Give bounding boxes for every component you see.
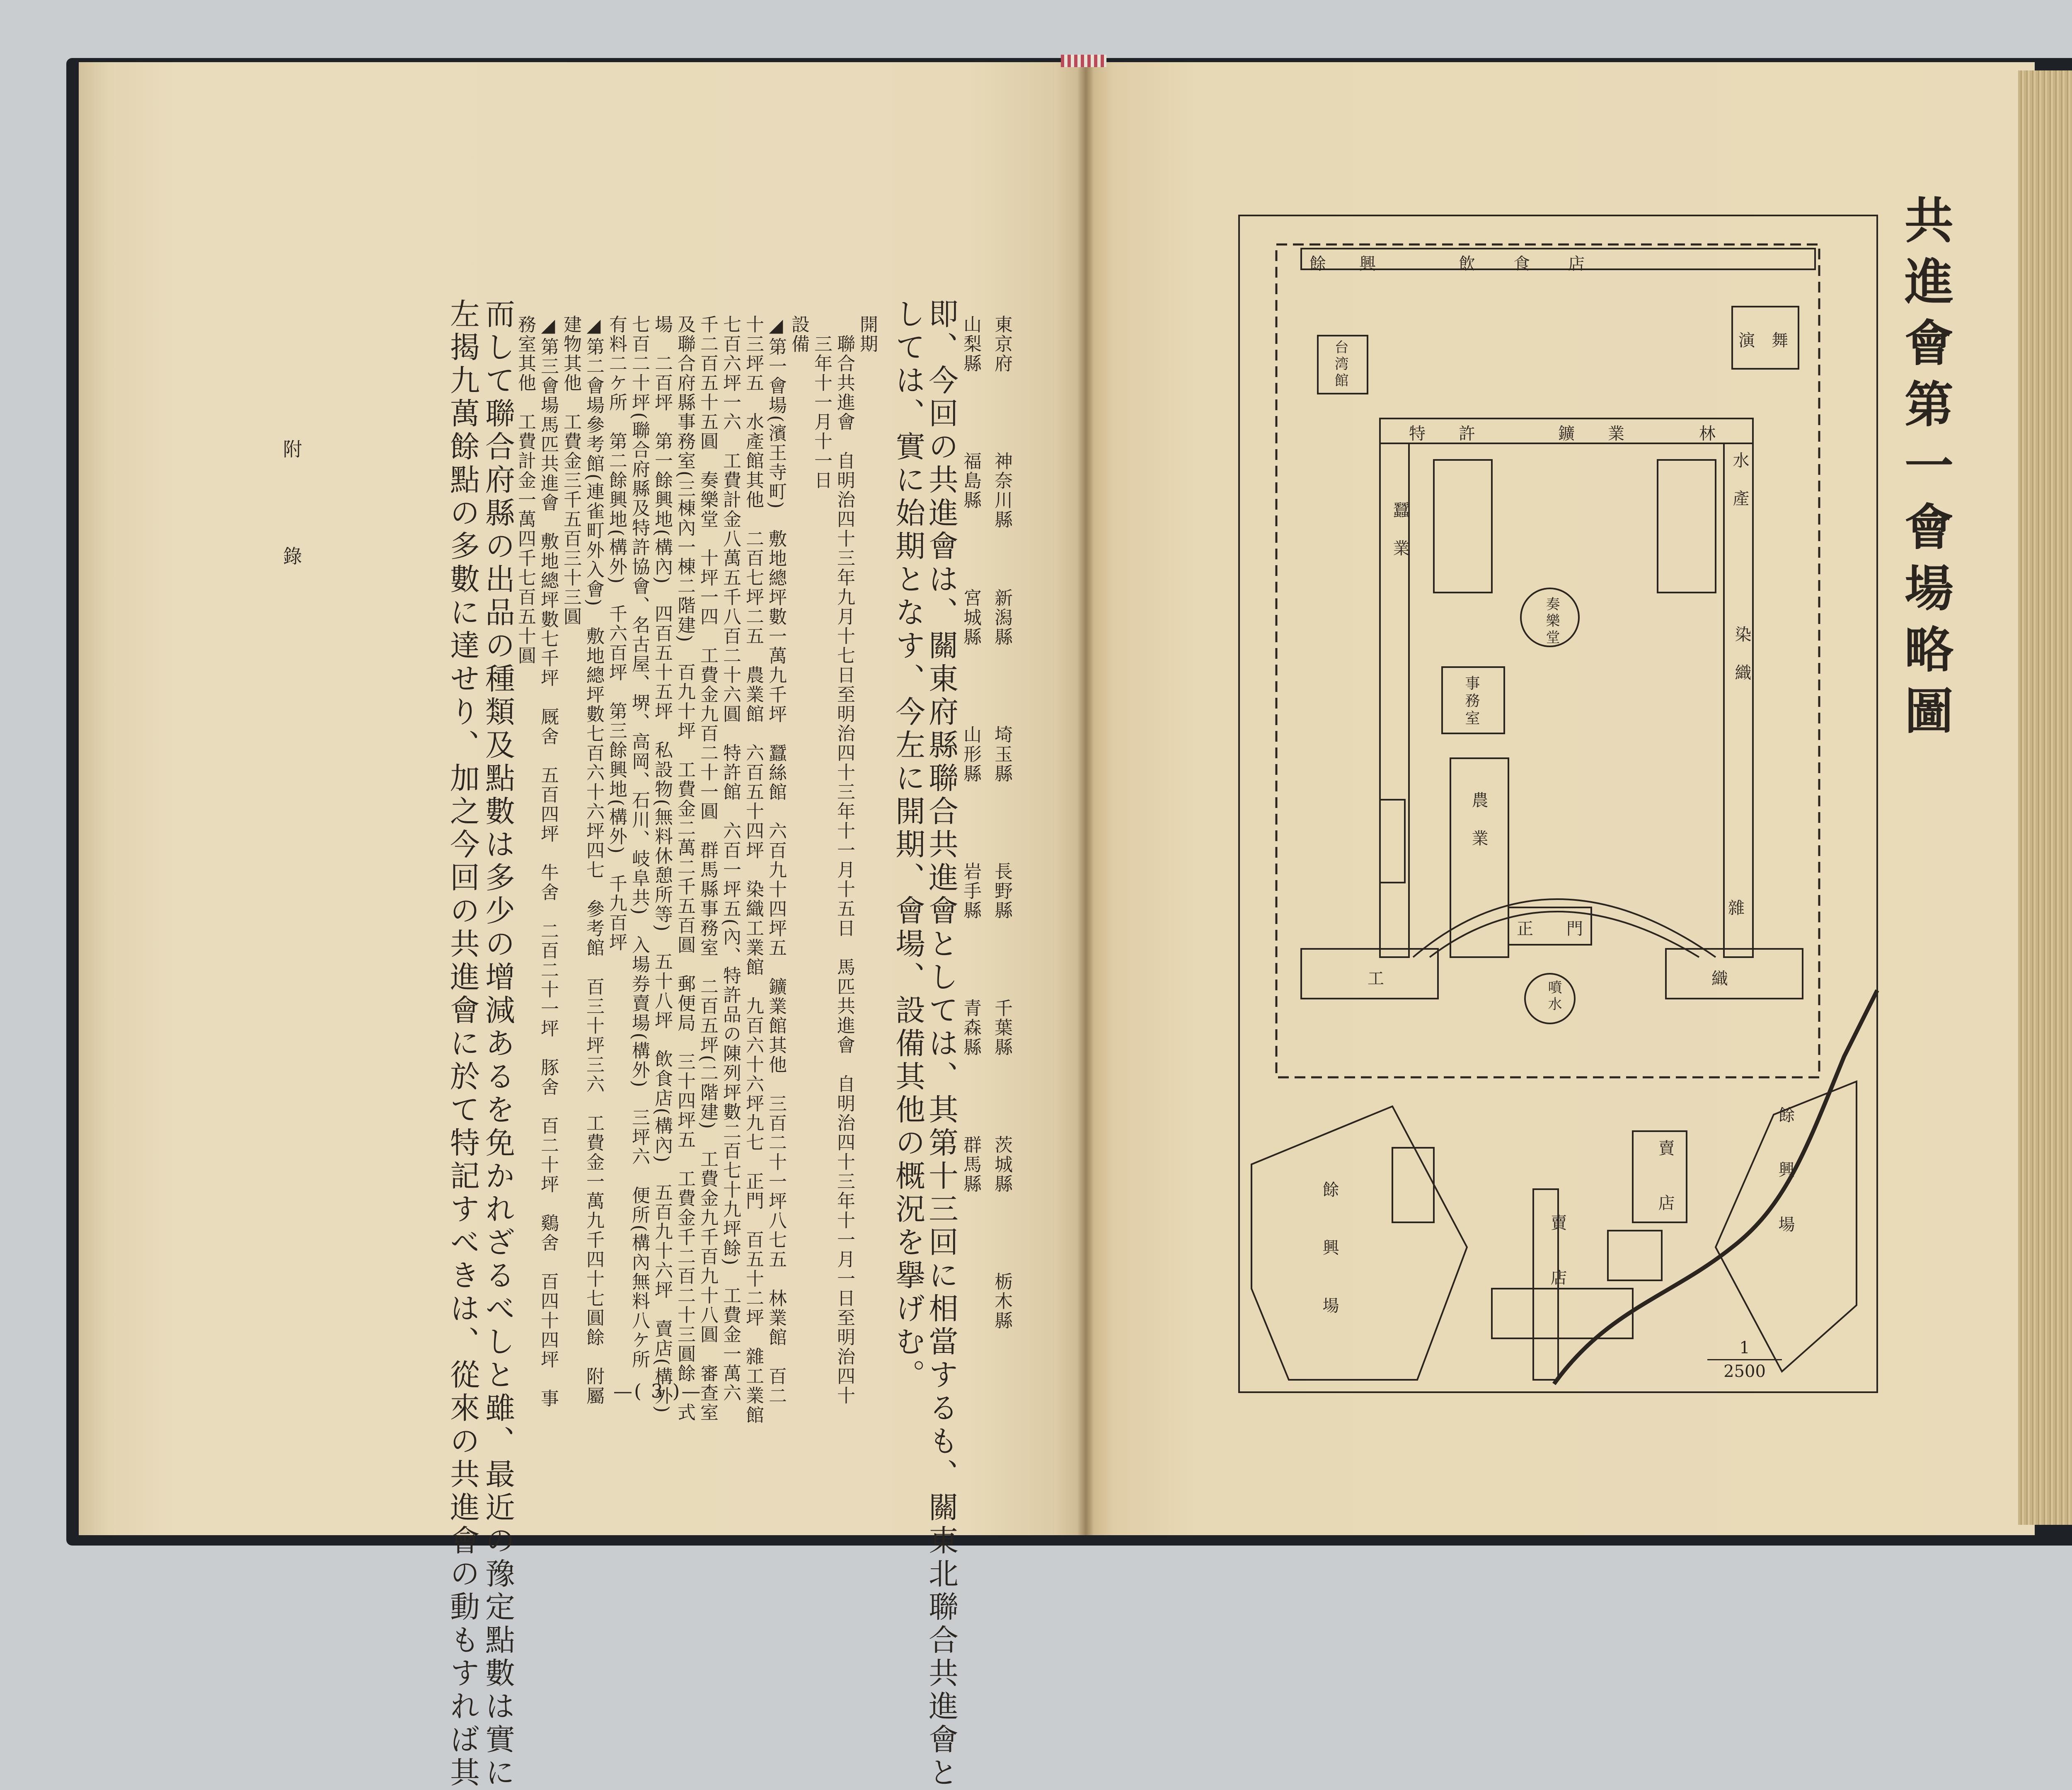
prefecture-name: 青森縣: [960, 999, 981, 1057]
running-head: 附 錄: [280, 439, 303, 582]
label-office: 事務室: [1463, 675, 1480, 728]
inner-block-left: [1434, 460, 1492, 593]
left-text-column: 七百六坪一六 工費計金八萬五千八百二十六圓 特許館 六百一坪五(內、特許品の陳列坪數二百七十九坪餘) 工費金一萬六: [720, 315, 741, 1403]
venue-map: [1235, 211, 1881, 1396]
prefecture-name: 神奈川縣: [991, 452, 1012, 530]
prefecture-name: 山梨縣: [960, 315, 981, 373]
label-music-hall: 奏樂堂: [1543, 597, 1560, 646]
label-shop-right: 賣 店: [1656, 1139, 1675, 1222]
label-textile: 染 織: [1732, 626, 1751, 683]
left-text-column: 有料二ケ所 第二餘興地(構外) 千六百坪 第三餘興地(構外) 千九百坪: [606, 315, 627, 952]
prefecture-name: 新潟縣: [991, 588, 1012, 647]
prefecture-name: 岩手縣: [960, 862, 981, 920]
label-entertainment-left: 餘 興 場: [1320, 1181, 1339, 1326]
left-text-column: 及聯合府縣事務室(三棟內一棟二階建) 百九十坪 工費金二萬二千五百圓 郵便局 三十四坪五 工費金千二百二十三圓餘 式: [674, 315, 695, 1422]
label-industry: 工: [1368, 969, 1384, 988]
left-text-column: 十三坪五 水產館其他 二百七坪二五 農業館 六百五十四坪 染織工業館 九百六十六坪九七 正門 百五十二坪 雜工業館: [743, 315, 764, 1425]
label-food-stalls: 飲 食 店: [1459, 254, 1595, 273]
map-scale: [1707, 1338, 1782, 1381]
label-entertainment-right: 餘 興 場: [1776, 1106, 1795, 1243]
label-mining: 鑛 業: [1558, 424, 1633, 443]
prefecture-name: 千葉縣: [991, 999, 1012, 1057]
left-text-column: 開期: [857, 315, 878, 354]
label-forestry: 林: [1699, 424, 1716, 443]
shed-b: [1608, 1231, 1662, 1280]
page-title: 共進會第一會場略圖: [1896, 195, 1954, 747]
headband: [1061, 55, 1106, 67]
book-gutter: [1077, 62, 1094, 1535]
prefecture-name: 群馬縣: [960, 1135, 981, 1194]
label-taiwan: 台湾館: [1332, 340, 1348, 389]
left-text-column: 三年十一月十一日: [811, 315, 832, 490]
left-text-column: 聯合共進會 自明治四十三年九月十七日至明治四十三年十一月十五日 馬匹共進會 自明治四十三年十一月一日至明治四十: [834, 315, 855, 1405]
prefecture-name: 埼玉縣: [991, 725, 1012, 784]
left-text-column: ◢第一會場(濱王寺町) 敷地總坪數一萬九千坪 蠶絲館 六百九十四坪五 鑛業館其他 三百二十一坪八七五 林業館 百二: [765, 315, 787, 1406]
prefecture-name: 福島縣: [960, 452, 981, 510]
label-agriculture: 農 業: [1469, 791, 1488, 849]
label-shop-bottom: 賣 店: [1548, 1214, 1567, 1296]
prefecture-name: 栃木縣: [991, 1272, 1012, 1330]
left-text-column: 千二百五十五圓 奏樂堂 十坪一四 工費金九百二十一圓 群馬縣事務室 二百五坪(二階建) 工費金九千百九十八圓 審查室: [697, 315, 718, 1422]
label-main-gate: 正 門: [1517, 919, 1591, 939]
label-dance-stage: 演 舞: [1738, 331, 1788, 350]
left-text-column: 設備: [788, 315, 809, 354]
left-text-column: ◢第三會場馬匹共進會 敷地總坪數七千坪 厩舍 五百四坪 牛舍 二百二十一坪 豚舍 百二十坪 鷄舍 百四十四坪 事: [537, 315, 559, 1408]
left-text-column: 而して聯合府縣の出品の種類及點數は多少の增減あるを免かれざるべしと雖、最近の豫定點數は實に: [480, 298, 515, 1790]
page-number: —( 3 )—: [613, 1380, 702, 1402]
label-fountain: 噴水: [1545, 980, 1562, 1013]
left-text-column: ◢第二會場參考館(連雀町外入會) 敷地總坪數七百六十六坪四七 參考館 百三十坪三六 工費金一萬九千四十七圓餘 附屬: [583, 315, 604, 1406]
label-patent: 特 許: [1409, 424, 1484, 443]
scale-line: [1707, 1359, 1782, 1360]
prefecture-name: 東京府: [991, 315, 1012, 373]
river: [1554, 990, 1877, 1384]
left-text-column: 建物其他 工費金三千五百三十三圓: [560, 315, 581, 626]
small-shed: [1380, 800, 1405, 883]
left-text-column: 場 二百坪 第一餘興地(構內) 四百五十五坪 私設物(無料休憩所等) 五十八坪 飲食店(構內) 五百九十六坪 賣店(構外): [651, 315, 673, 1414]
page-edges: [2018, 70, 2072, 1525]
inner-block-right: [1658, 460, 1716, 593]
label-sericulture: 蠶 業: [1390, 501, 1409, 559]
prefecture-name: 長野縣: [991, 862, 1012, 920]
prefecture-name: 宮城縣: [960, 588, 981, 647]
shop-building-bottom: [1492, 1289, 1633, 1338]
label-fishery: 水 產: [1730, 452, 1749, 509]
label-yokyo-top: 餘 興: [1310, 254, 1384, 273]
prefecture-name: 山形縣: [960, 725, 981, 784]
left-text-column: 即、今回の共進會は、關東府縣聯合共進會としては、其第十三回に相當するも、關東北聯合共進會と: [924, 298, 959, 1790]
left-text-column: 務室其他 工費計金一萬四千七百五十圓: [515, 315, 536, 665]
scale-denominator: 2500: [1723, 1362, 1766, 1381]
label-weaving: 織: [1711, 969, 1728, 988]
prefecture-name: 茨城縣: [991, 1135, 1012, 1194]
shed-a: [1392, 1148, 1434, 1222]
scale-numerator: 1: [1739, 1338, 1750, 1357]
left-text-column: 左揭九萬餘點の多數に達せり、加之今回の共進會に於て特記すべきは、從來の共進會の動もすれば其: [445, 298, 480, 1790]
left-text-column: 七百二十坪(聯合府縣及特許協會、名古屋、堺、高岡、石川、岐阜共) 入場券賣場(構外) 三坪六 便所(構內無料八ケ所: [629, 315, 650, 1369]
label-misc: 雜: [1728, 899, 1745, 918]
left-text-column: しては、實に始期となす、今左に開期、會場、設備其他の概況を擧げむ。: [891, 298, 925, 1392]
